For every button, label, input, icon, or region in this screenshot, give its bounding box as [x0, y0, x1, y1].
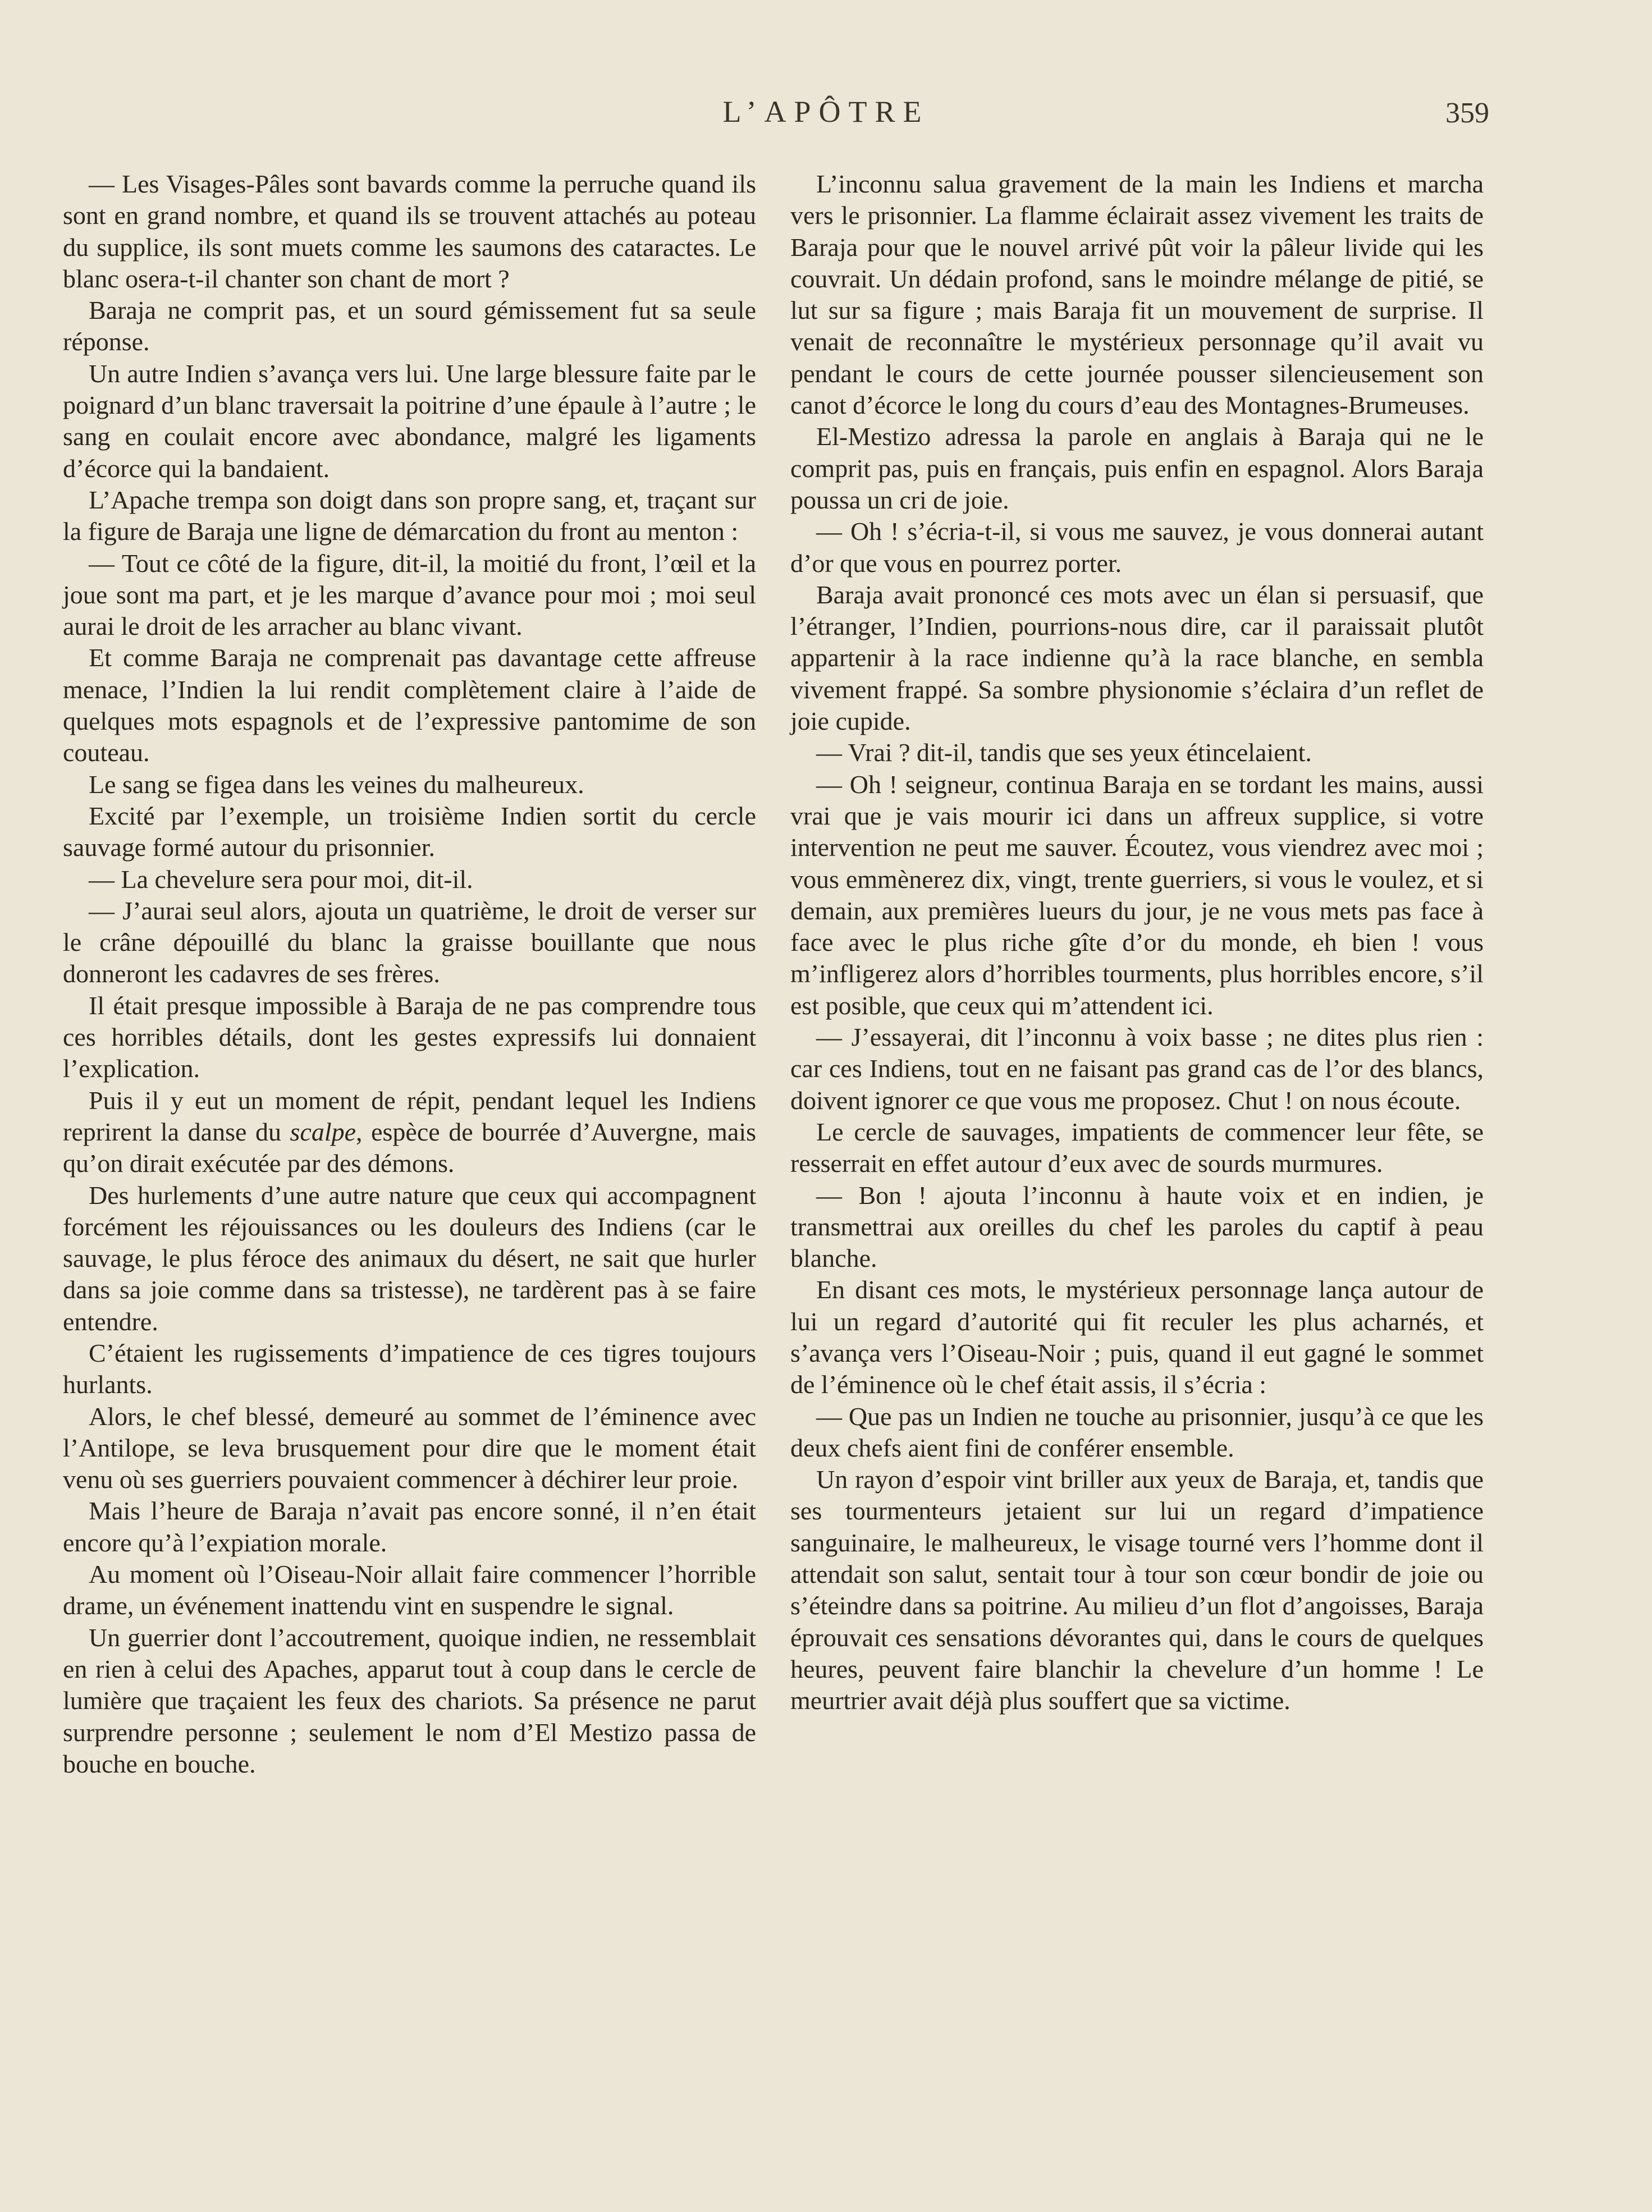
- paragraph: Un autre Indien s’avança vers lui. Une large blessure faite par le poignard d’un blanc traversait la poitrine d’une épaule à l’autre ; le sang en coulait encore avec abondance, malgré les ligaments d’écorce qui la bandaient.: [63, 359, 756, 483]
- paragraph: Au moment où l’Oiseau-Noir allait faire commencer l’horrible drame, un événement inattendu vint en suspendre le signal.: [63, 1560, 756, 1620]
- paragraph: Excité par l’exemple, un troisième Indien sortit du cercle sauvage formé autour du prisonnier.: [63, 801, 756, 862]
- paragraph: Alors, le chef blessé, demeuré au sommet de l’éminence avec l’Antilope, se leva brusquement pour dire que le moment était venu où ses guerriers pouvaient commencer à déchirer leur proie.: [63, 1402, 756, 1494]
- paragraph: Des hurlements d’une autre nature que ceux qui accompagnent forcément les réjouissances ou les douleurs des Indiens (car le sauvage, le plus féroce des animaux du désert, ne sait que hurler dans sa joie comme dans sa tristesse), ne tardèrent pas à se faire entendre.: [63, 1180, 756, 1336]
- paragraph-text: Puis il y eut un moment de répit, pendant lequel les Indiens reprirent la danse du: [63, 1086, 756, 1146]
- paragraph-scalpe: [63, 1085, 756, 1180]
- right-column: [790, 168, 1484, 1717]
- paragraph: Le sang se figea dans les veines du malheureux.: [89, 770, 584, 799]
- paragraph: Et comme Baraja ne comprenait pas davantage cette affreuse menace, l’Indien la lui rendit complètement claire à l’aide de quelques mots espagnols et de l’expressive pantomime de son couteau.: [63, 643, 756, 767]
- paragraph: En disant ces mots, le mystérieux personnage lança autour de lui un regard d’autorité qui fit reculer les plus acharnés, et s’avança vers l’Oiseau-Noir ; puis, quand il eut gagné le sommet de l’éminence où le chef était assis, il s’écria :: [790, 1275, 1484, 1399]
- paragraph: Un guerrier dont l’accoutrement, quoique indien, ne ressemblait en rien à celui des Apaches, apparut tout à coup dans le cercle de lumière que traçaient les feux des chariots. Sa présence ne parut surprendre personne ; seulement le nom d’El Mestizo passa de bouche en bouche.: [63, 1623, 756, 1778]
- paragraph: L’inconnu salua gravement de la main les Indiens et marcha vers le prisonnier. La flamme éclairait assez vivement les traits de Baraja pour que le nouvel arrivé pût voir la pâleur livide qui les couvrait. Un dédain profond, sans le moindre mélange de pitié, se lut sur sa figure ; mais Baraja fit un mouvement de surprise. Il venait de reconnaître le mystérieux personnage qu’il avait vu pendant le cours de cette journée pousser silencieusement son canot d’écorce le long du cours d’eau des Montagnes-Brumeuses.: [790, 170, 1484, 420]
- paragraph: Le cercle de sauvages, impatients de commencer leur fête, se resserrait en effet autour d’eux avec de sourds murmures.: [790, 1117, 1484, 1178]
- paragraph: Il était presque impossible à Baraja de ne pas comprendre tous ces horribles détails, dont les gestes expressifs lui donnaient l’explication.: [63, 991, 756, 1083]
- paragraph: Un rayon d’espoir vint briller aux yeux de Baraja, et, tandis que ses tourmenteurs jetaient sur lui un regard d’impatience sanguinaire, le malheureux, le visage tourné vers l’homme dont il attendait son salut, sentait tour à tour son cœur bondir de joie ou s’éteindre dans sa poitrine. Au milieu d’un flot d’angoisses, Baraja éprouvait ces sensations dévorantes qui, dans le cours de quelques heures, peuvent faire blanchir la chevelure d’un homme ! Le meurtrier avait déjà plus souffert que sa victime.: [790, 1465, 1484, 1715]
- paragraph: — J’aurai seul alors, ajouta un quatrième, le droit de verser sur le crâne dépouillé du blanc la graisse bouillante que nous donneront les cadavres de ses frères.: [63, 896, 756, 988]
- page-number: 359: [1445, 97, 1489, 129]
- paragraph: — Tout ce côté de la figure, dit-il, la moitié du front, l’œil et la joue sont ma part, et je les marque d’avance pour moi ; moi seul aurai le droit de les arracher au blanc vivant.: [63, 548, 756, 641]
- paragraph: C’étaient les rugissements d’impatience de ces tigres toujours hurlants.: [63, 1338, 756, 1399]
- running-header-title: L’APÔTRE: [722, 95, 930, 129]
- paragraph: Baraja ne comprit pas, et un sourd gémissement fut sa seule réponse.: [63, 296, 756, 356]
- paragraph: — Bon ! ajouta l’inconnu à haute voix et en indien, je transmettrai aux oreilles du chef les paroles du captif à peau blanche.: [790, 1180, 1484, 1273]
- paragraph: — Oh ! s’écria-t-il, si vous me sauvez, je vous donnerai autant d’or que vous en pourrez porter.: [790, 517, 1484, 578]
- paragraph: L’Apache trempa son doigt dans son propre sang, et, traçant sur la figure de Baraja une ligne de démarcation du front au menton :: [63, 485, 756, 546]
- paragraph: Baraja avait prononcé ces mots avec un élan si persuasif, que l’étranger, l’Indien, pourrions-nous dire, car il paraissait plutôt appartenir à la race indienne qu’à la race blanche, en sembla vivement frappé. Sa sombre physionomie s’éclaira d’un reflet de joie cupide.: [790, 580, 1484, 736]
- paragraph: Mais l’heure de Baraja n’avait pas encore sonné, il n’en était encore qu’à l’expiation morale.: [63, 1496, 756, 1557]
- paragraph: — J’essayerai, dit l’inconnu à voix basse ; ne dites plus rien : car ces Indiens, tout en ne faisant pas grand cas de l’or des blancs, doivent ignorer ce que vous me proposez. Chut ! on nous écoute.: [790, 1023, 1484, 1115]
- paragraph: El-Mestizo adressa la parole en anglais à Baraja qui ne le comprit pas, puis en français, puis enfin en espagnol. Alors Baraja poussa un cri de joie.: [790, 422, 1484, 514]
- italic-word: scalpe: [290, 1117, 356, 1146]
- paragraph-text: , espèce de bourrée d’Auvergne, mais qu’on dirait exécutée par des démons.: [63, 1117, 756, 1178]
- paragraph: — Vrai ? dit-il, tandis que ses yeux étincelaient.: [816, 738, 1312, 767]
- paragraph: — Oh ! seigneur, continua Baraja en se tordant les mains, aussi vrai que je vais mourir ici dans un affreux supplice, si votre intervention ne peut me sauver. Écoutez, vous viendrez avec moi ; vous emmènerez dix, vingt, trente guerriers, si vous le voulez, et si demain, aux premières lueurs du jour, je ne vous mets pas face à face avec le plus riche gîte d’or du monde, eh bien ! vous m’infligerez alors d’horribles tourments, plus horribles encore, s’il est posible, que ceux qui m’attendent ici.: [790, 770, 1484, 1020]
- paragraph: — Les Visages-Pâles sont bavards comme la perruche quand ils sont en grand nombre, et quand ils se trouvent attachés au poteau du supplice, ils sont muets comme les saumons des cataractes. Le blanc osera-t-il chanter son chant de mort ?: [63, 170, 756, 293]
- paragraph: — Que pas un Indien ne touche au prisonnier, jusqu’à ce que les deux chefs aient fini de conférer ensemble.: [790, 1402, 1484, 1462]
- paragraph: — La chevelure sera pour moi, dit-il.: [89, 864, 473, 894]
- left-column: [63, 168, 756, 1780]
